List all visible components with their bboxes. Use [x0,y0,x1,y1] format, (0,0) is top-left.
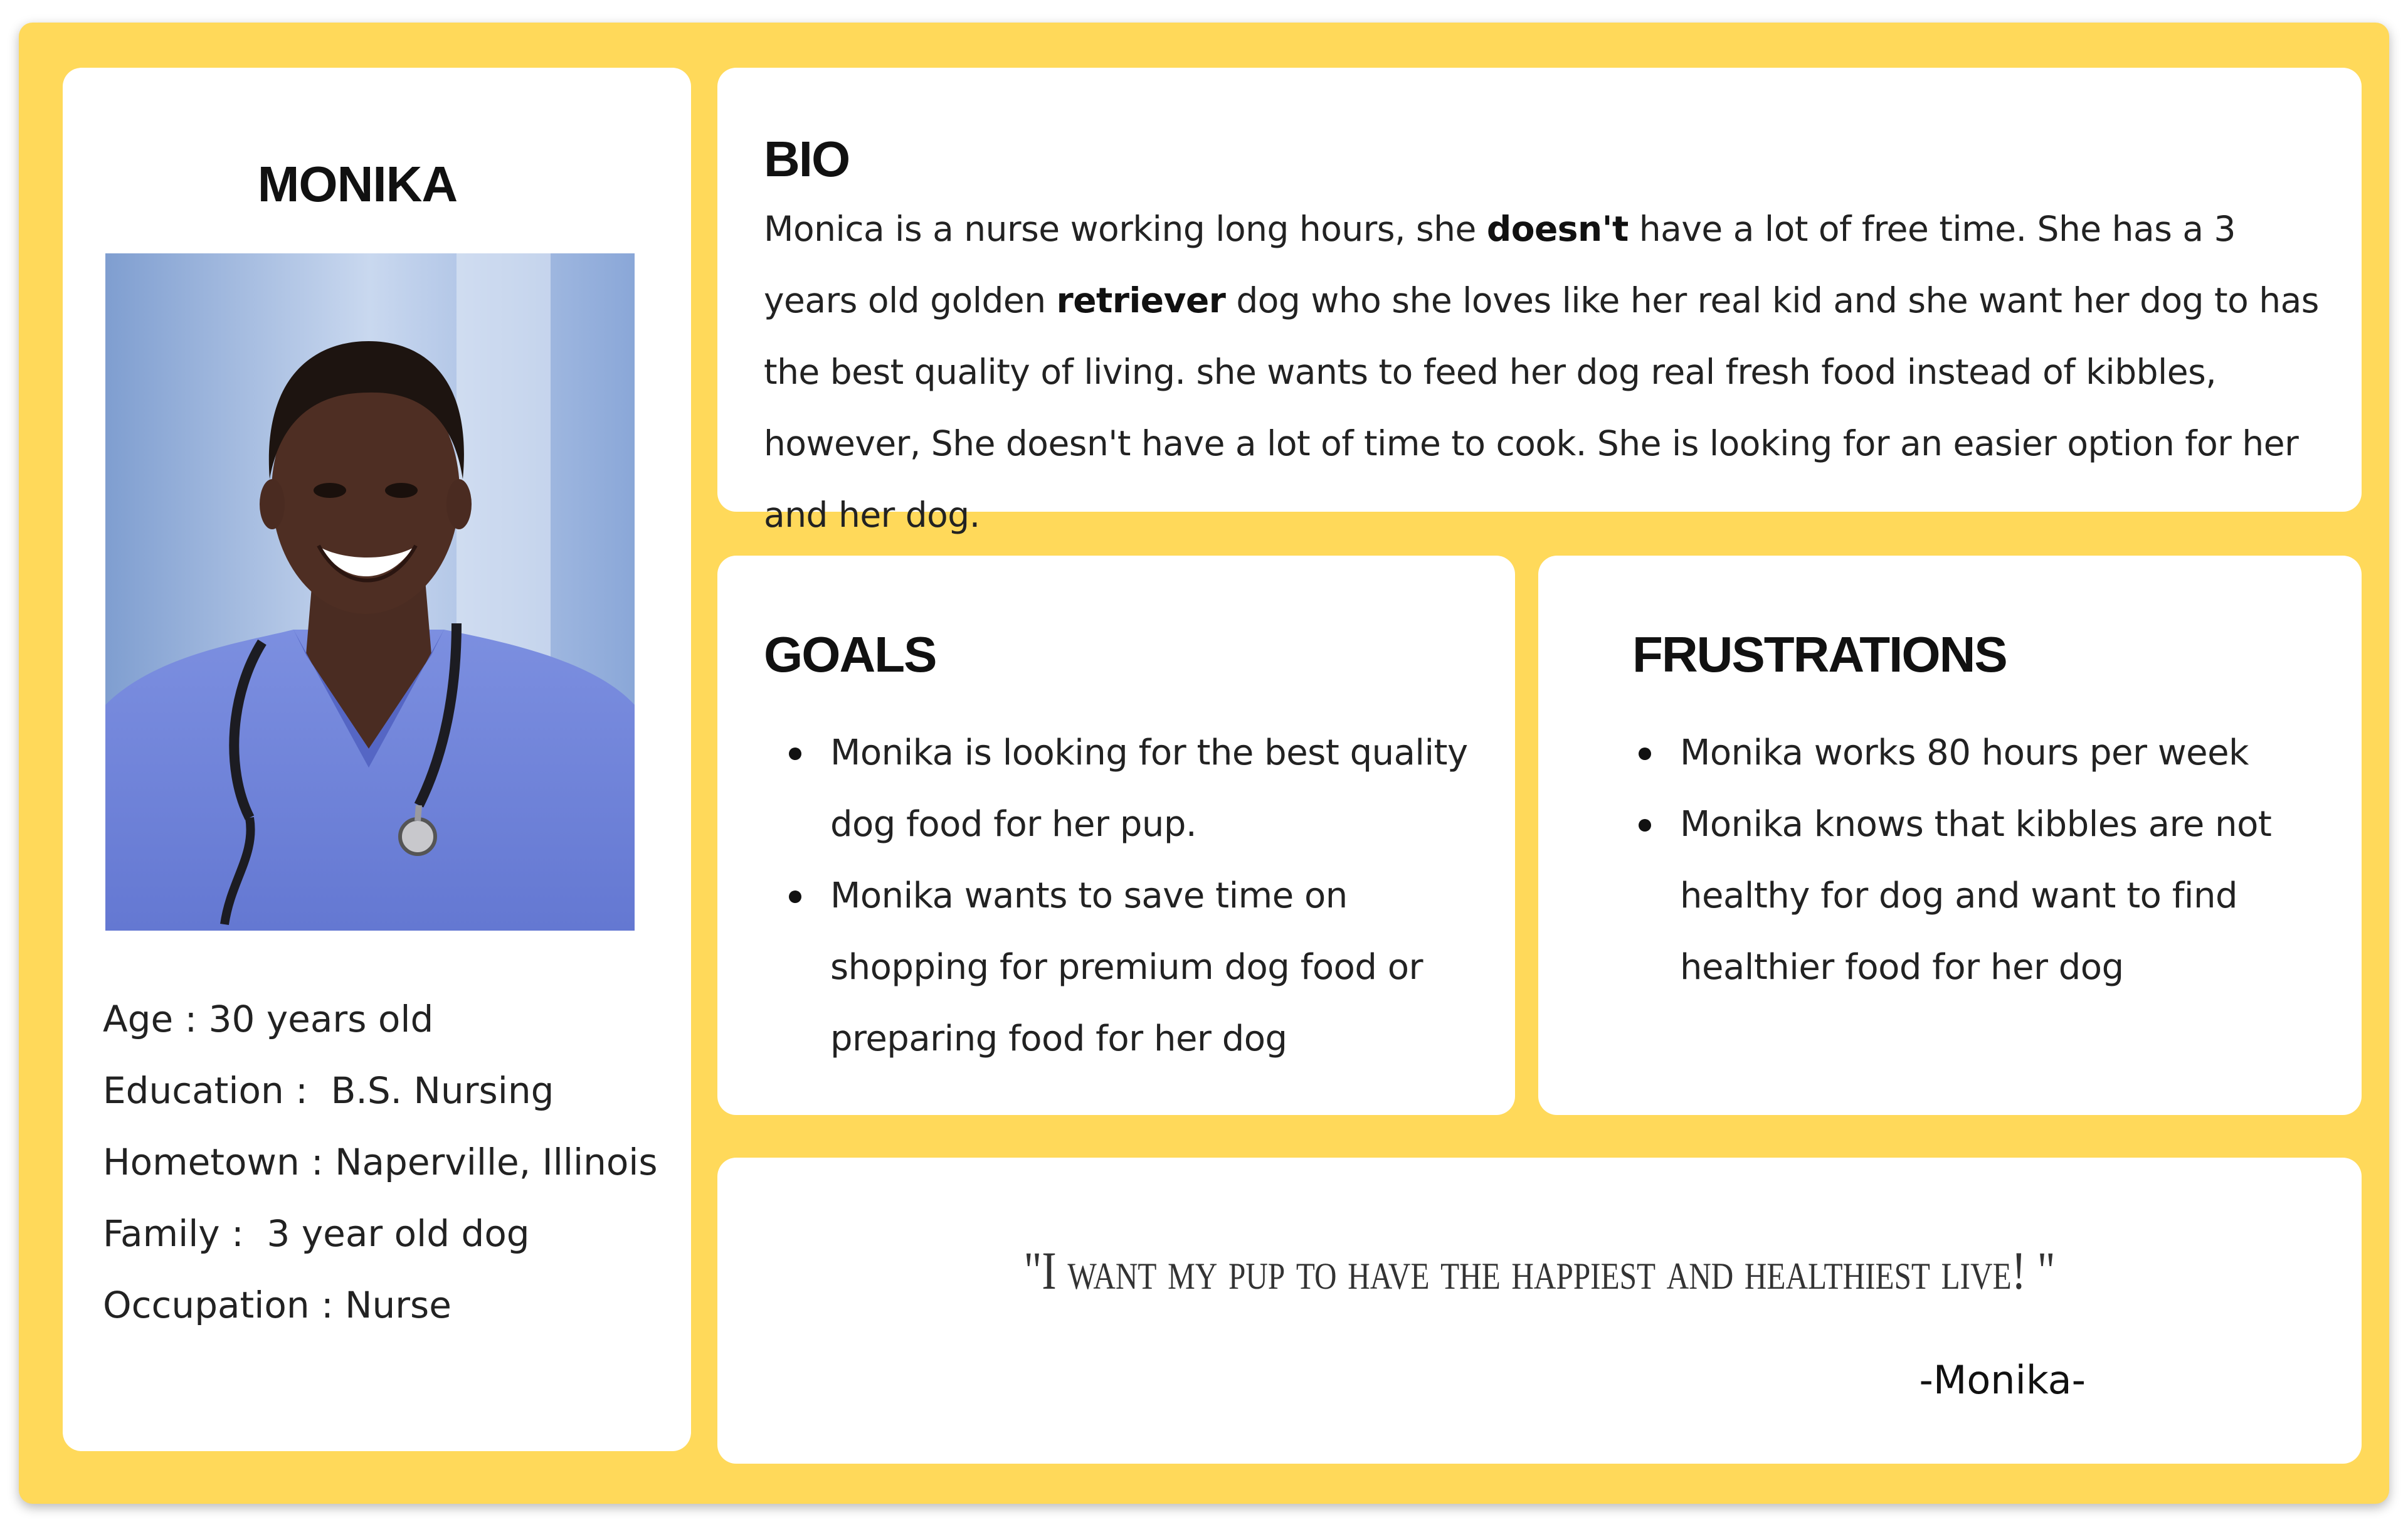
goal-text: Monika wants to save time on shopping for premium dog food or preparing food for her dog [830,875,1423,1059]
detail-family: Family : 3 year old dog [103,1212,530,1255]
frustrations-list [1631,717,2327,1003]
profile-card [63,68,691,1451]
goals-title: GOALS [764,626,936,682]
detail-hometown: Hometown : Naperville, Illinois [103,1141,658,1183]
frustration-text: Monika knows that kibbles are not healthy for dog and want to find healthier food for her dog [1680,804,2272,988]
goals-list [781,717,1484,1075]
goals-card [717,556,1515,1115]
bullet-icon [789,890,801,903]
persona-name: MONIKA [257,156,458,212]
frustrations-card [1538,556,2362,1115]
persona-photo [105,253,635,931]
bullet-icon [1639,819,1651,832]
detail-occupation: Occupation : Nurse [103,1284,452,1326]
bio-text [764,193,2331,551]
quote-card [717,1158,2362,1464]
list-item [781,860,1484,1075]
quote-author: -Monika- [1919,1357,2086,1403]
quote-text: "I want my pup to have the happiest and healthiest live! " [1023,1240,2056,1301]
detail-education: Education : B.S. Nursing [103,1069,554,1112]
goal-text: Monika is looking for the best quality dog food for her pup. [830,732,1468,845]
frustration-text: Monika works 80 hours per week [1680,732,2249,773]
bio-card [717,68,2362,535]
detail-age: Age : 30 years old [103,998,434,1040]
bio-text-part: Monica is a nurse working long hours, she [764,209,1487,249]
bio-text-part: dog who she loves like her real kid and she want her dog to has the best quality of living. she wants to feed her dog real fresh food instead of kibbles, however, She doesn't have a lot of time to cook. She is looking for an easier option for her and her dog. [764,280,2319,535]
bullet-icon [789,748,801,760]
bio-text-bold: doesn't [1486,209,1629,249]
bio-text-bold: retriever [1056,280,1226,320]
bio-title: BIO [764,131,850,187]
list-item [781,717,1484,860]
bio-text-part: have a lot of free time. She has a 3 years old golden [764,209,2236,320]
bullet-icon [1639,748,1651,760]
persona-details [103,983,658,1341]
list-item [1631,717,2327,789]
frustrations-title: FRUSTRATIONS [1632,626,2007,682]
persona-board [19,23,2389,1504]
list-item [1631,789,2327,1003]
